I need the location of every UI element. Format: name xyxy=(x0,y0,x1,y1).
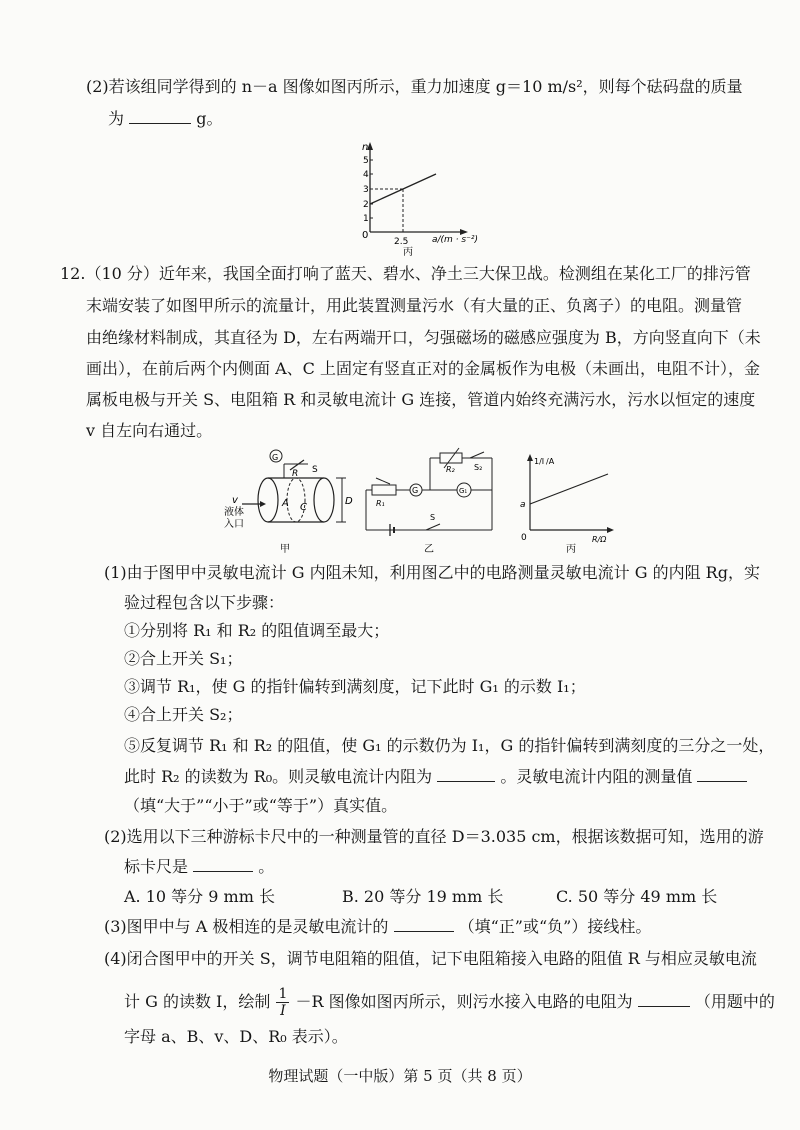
jia-liquid-label: 液体 xyxy=(224,507,244,518)
option-b[interactable]: B. 20 等分 19 mm 长 xyxy=(342,887,504,906)
bing-origin: 0 xyxy=(521,533,527,543)
jia-s-label: S xyxy=(312,465,318,475)
bing-y-label: 1/I xyxy=(534,457,545,466)
figure-bing xyxy=(512,444,622,556)
part1-step5-d: （填“大于”“小于”或“等于”）真实值。 xyxy=(124,796,398,815)
option-c[interactable]: C. 50 等分 49 mm 长 xyxy=(556,887,718,906)
jia-d-label: D xyxy=(345,496,353,507)
yi-caption: 乙 xyxy=(424,544,434,555)
jia-v-label: v xyxy=(232,495,238,506)
answer-blank-mass[interactable] xyxy=(129,108,191,124)
yi-s2-switch xyxy=(470,452,484,458)
bing-y-arrow xyxy=(527,454,533,461)
q11-unit: g。 xyxy=(196,109,223,128)
part2-line2-b: 。 xyxy=(258,857,275,876)
part1-step-3: ③调节 R₁，使 G 的指针偏转到满刻度，记下此时 G₁ 的示数 I₁； xyxy=(124,677,586,696)
yi-s-switch xyxy=(426,524,440,530)
yi-r1-box xyxy=(372,485,396,495)
part1-step5-c: 。灵敏电流计内阻的测量值 xyxy=(500,767,693,786)
flow-arrow-head xyxy=(260,501,266,507)
q12-line-4: 画出），在前后两个内侧面 A、C 上固定有竖直正对的金属板作为电极（未画出，电阻不计），金 xyxy=(86,359,760,378)
graph-n-a-tick-4: 4 xyxy=(363,170,369,180)
jia-g-label: G xyxy=(272,453,279,462)
part4-line2-b: －R 图像如图丙所示，则污水接入电路的电阻为 xyxy=(295,992,633,1011)
graph-n-a-origin: 0 xyxy=(362,230,369,241)
answer-blank-rg[interactable] xyxy=(437,766,495,782)
option-a[interactable]: A. 10 等分 9 mm 长 xyxy=(124,887,275,906)
figure-jia xyxy=(212,444,362,556)
graph-n-a xyxy=(340,138,500,256)
answer-blank-resistance[interactable] xyxy=(638,991,690,1007)
bing-y-unit: /A xyxy=(546,457,555,466)
part1-step-2: ②合上开关 S₁； xyxy=(124,649,243,668)
graph-n-a-caption: 丙 xyxy=(403,247,413,256)
jia-caption: 甲 xyxy=(280,544,290,555)
q12-line-2: 末端安装了如图甲所示的流量计，用此装置测量污水（有大量的正、负离子）的电阻。测量管 xyxy=(86,296,743,315)
part1-step-5: ⑤反复调节 R₁ 和 R₂ 的阻值，使 G₁ 的示数仍为 I₁，G 的指针偏转到满刻度的三分之一处， xyxy=(124,736,775,755)
jia-c-label: C xyxy=(300,502,307,513)
bing-a-label: a xyxy=(520,500,526,510)
answer-blank-caliper[interactable] xyxy=(193,856,253,872)
jia-a-label: A xyxy=(282,498,289,509)
part3-b: （填“正”或“负”）接线柱。 xyxy=(458,917,652,936)
page-footer: 物理试题（一中版）第 5 页（共 8 页） xyxy=(268,1067,532,1085)
graph-n-a-y-label: n xyxy=(362,142,369,153)
yi-s-label: S xyxy=(430,513,436,522)
yi-r1-slider xyxy=(376,478,390,484)
graph-n-a-tick-3: 3 xyxy=(363,185,369,195)
part4-line2-a: 计 G 的读数 I，绘制 xyxy=(124,992,271,1011)
part2-line-1: (2)选用以下三种游标卡尺中的一种测量管的直径 D＝3.035 cm，根据该数据可知，选用的游 xyxy=(104,827,764,846)
q12-line-1: 12.（10 分）近年来，我国全面打响了蓝天、碧水、净土三大保卫战。检测组在某化工厂的排污管 xyxy=(60,264,751,283)
jia-inlet-label: 入口 xyxy=(224,519,244,530)
fraction-one-over-i xyxy=(276,986,289,1019)
part1-step-1: ①分别将 R₁ 和 R₂ 的阻值调至最大； xyxy=(124,621,390,640)
part1-step5-b: 此时 R₂ 的读数为 R₀。则灵敏电流计内阻为 xyxy=(124,767,433,786)
part1-step-5-answer-line xyxy=(124,766,747,788)
part3-line xyxy=(104,916,651,938)
part1-line-1: (1)由于图甲中灵敏电流计 G 内阻未知，利用图乙中的电路测量灵敏电流计 G 的内阻 Rg，实 xyxy=(104,563,760,582)
graph-n-a-tick-2: 2 xyxy=(363,200,369,210)
yi-g-label: G xyxy=(412,486,419,495)
part2-line-2 xyxy=(124,856,274,878)
figure-yi xyxy=(360,444,510,556)
graph-n-a-tick-5: 5 xyxy=(363,156,369,166)
bing-x-arrow xyxy=(607,527,614,533)
part4-line2-c: （用题中的 xyxy=(694,992,775,1011)
yi-s2-label: S₂ xyxy=(474,463,483,472)
part4-line-3: 字母 a、B、v、D、R₀ 表示）。 xyxy=(124,1027,348,1046)
bing-data-line xyxy=(530,474,608,504)
pipe-cross-section xyxy=(287,478,305,522)
pipe-left-end xyxy=(258,478,278,522)
bing-caption: 丙 xyxy=(566,544,576,555)
q11-part2-text: (2)若该组同学得到的 n－a 图像如图丙所示，重力加速度 g＝10 m/s²，则每个砝码盘的质量 xyxy=(86,77,743,96)
fraction-denominator: I xyxy=(280,1003,286,1019)
q11-wei: 为 xyxy=(108,109,125,128)
part1-step-4: ④合上开关 S₂； xyxy=(124,705,243,724)
part2-line2-a: 标卡尺是 xyxy=(124,857,189,876)
part3-a: (3)图甲中与 A 极相连的是灵敏电流计的 xyxy=(104,917,389,936)
graph-n-a-x-tick: 2.5 xyxy=(394,237,409,247)
yi-r1-label: R₁ xyxy=(376,499,385,508)
answer-blank-compare[interactable] xyxy=(697,766,747,782)
yi-r2-label: R₂ xyxy=(446,465,455,474)
yi-g1-label: G₁ xyxy=(459,487,468,495)
part4-line-1: (4)闭合图甲中的开关 S，调节电阻箱的阻值，记下电阻箱接入电路的阻值 R 与相应灵敏电流 xyxy=(104,949,757,968)
pipe-right-end xyxy=(314,478,334,522)
q12-line-3: 由绝缘材料制成，其直径为 D，左右两端开口，匀强磁场的磁感应强度为 B，方向竖直向下（未 xyxy=(86,328,761,347)
bing-x-label: R/Ω xyxy=(592,535,607,544)
answer-blank-terminal[interactable] xyxy=(394,916,454,932)
fraction-numerator: 1 xyxy=(278,986,288,1002)
part4-line-2 xyxy=(124,986,775,1019)
q12-line-6: v 自左向右通过。 xyxy=(86,421,213,440)
graph-n-a-tick-1: 1 xyxy=(363,214,369,224)
q11-part2-answer-line xyxy=(108,108,222,130)
jia-r-label: R xyxy=(292,469,299,479)
part1-line-2: 验过程包含以下步骤： xyxy=(124,593,285,612)
q12-line-5: 属板电极与开关 S、电阻箱 R 和灵敏电流计 G 连接，管道内始终充满污水，污水以恒定的速度 xyxy=(86,390,756,409)
graph-n-a-x-label: a/(m · s⁻²) xyxy=(432,235,478,245)
